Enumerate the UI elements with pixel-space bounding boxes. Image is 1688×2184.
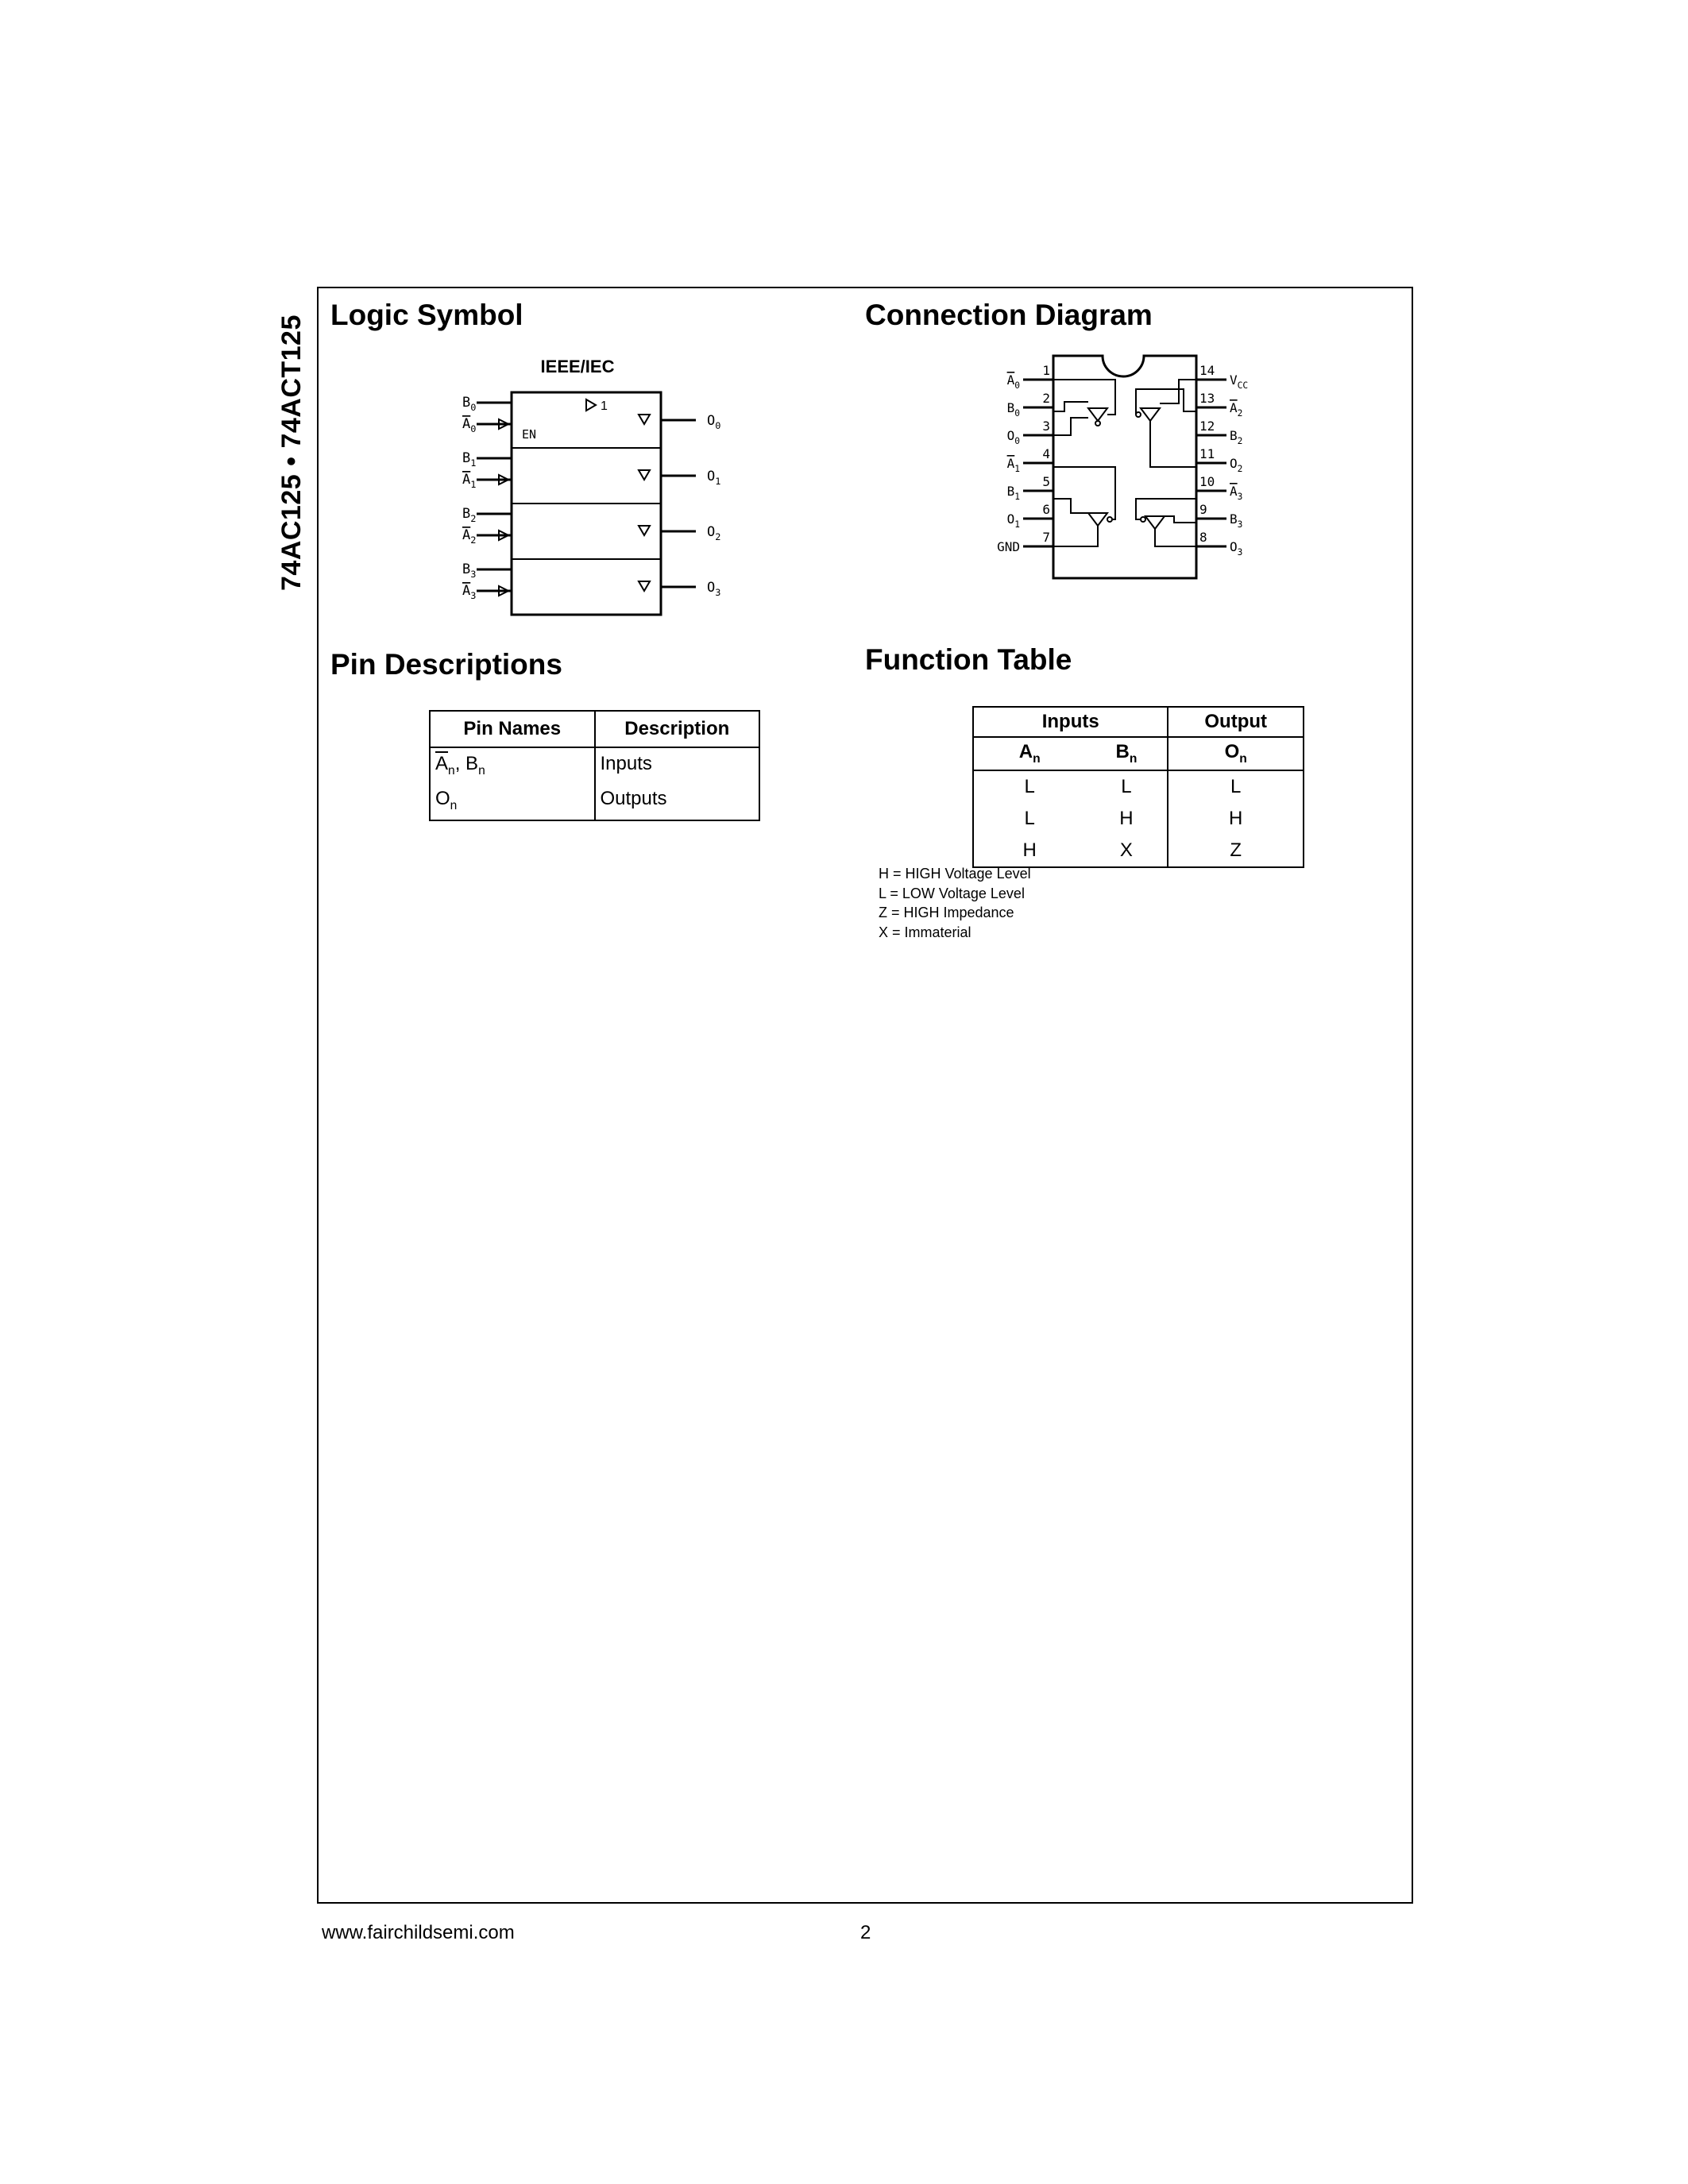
connection-pins bbox=[997, 363, 1248, 558]
page-number: 2 bbox=[860, 1922, 871, 1943]
pin-number: 11 bbox=[1199, 446, 1215, 461]
gate-icon bbox=[1088, 408, 1107, 421]
cell: X bbox=[1085, 835, 1168, 867]
pin-label: $A_3$ bbox=[1230, 484, 1243, 502]
table-row bbox=[430, 747, 759, 783]
pin-number: 7 bbox=[1042, 530, 1050, 545]
function-table-legend bbox=[879, 864, 1031, 942]
pin-number: 9 bbox=[1199, 502, 1207, 517]
cell: H bbox=[1229, 807, 1243, 829]
input-a-label: $A_0$ bbox=[462, 416, 477, 434]
pin-number: 12 bbox=[1199, 419, 1215, 434]
pin-name-cell: $O_n$ bbox=[430, 783, 595, 820]
pin-number: 14 bbox=[1199, 363, 1215, 378]
internal-gates bbox=[1053, 380, 1196, 546]
logic-rows bbox=[462, 395, 720, 601]
legend-item: H = HIGH Voltage Level bbox=[879, 866, 1031, 882]
pin-number: 6 bbox=[1042, 502, 1050, 517]
legend-item: L = LOW Voltage Level bbox=[879, 885, 1025, 901]
input-b-label: $B_0$ bbox=[462, 395, 477, 413]
pin-names-header: Pin Names bbox=[430, 711, 595, 747]
output-label: $O_0$ bbox=[707, 413, 721, 431]
input-a-label: $A_1$ bbox=[462, 472, 477, 490]
pin-label: $O_2$ bbox=[1230, 456, 1243, 474]
output-label: $O_3$ bbox=[707, 580, 721, 598]
input-b-label: $B_3$ bbox=[462, 561, 477, 580]
function-table-title: Function Table bbox=[865, 643, 1072, 676]
pin-number: 5 bbox=[1042, 474, 1050, 489]
cell: L bbox=[1024, 807, 1035, 829]
input-b-label: $B_2$ bbox=[462, 506, 477, 524]
pin-label: GND bbox=[997, 539, 1020, 554]
footer-url[interactable]: www.fairchildsemi.com bbox=[322, 1922, 515, 1943]
input-a-label: $A_3$ bbox=[462, 583, 477, 601]
legend-item: Z = HIGH Impedance bbox=[879, 905, 1014, 920]
pin-number: 2 bbox=[1042, 391, 1050, 406]
table-row bbox=[973, 770, 1304, 803]
enable-label: EN bbox=[522, 427, 537, 442]
pin-label: $B_0$ bbox=[1006, 400, 1020, 419]
pin-number: 4 bbox=[1042, 446, 1050, 461]
tristate-icon bbox=[639, 415, 650, 424]
logic-symbol-title: Logic Symbol bbox=[330, 299, 523, 331]
pin-number: 3 bbox=[1042, 419, 1050, 434]
inputs-group-header: Inputs bbox=[973, 707, 1168, 737]
tristate-icon bbox=[639, 526, 650, 535]
pin-number: 10 bbox=[1199, 474, 1215, 489]
cell: H bbox=[1085, 803, 1168, 835]
table-row bbox=[430, 783, 759, 820]
table-row bbox=[973, 803, 1304, 835]
pin-number: 13 bbox=[1199, 391, 1215, 406]
pin-label: $O_1$ bbox=[1006, 511, 1020, 530]
legend-item: X = Immaterial bbox=[879, 924, 971, 940]
cell: Z bbox=[1230, 839, 1242, 861]
pin-label: $O_3$ bbox=[1230, 539, 1243, 558]
gate-icon bbox=[1141, 408, 1160, 421]
cell: L bbox=[1230, 775, 1242, 797]
logic-symbol-diagram bbox=[445, 349, 747, 619]
tristate-icon bbox=[639, 581, 650, 591]
pin-descriptions-table bbox=[429, 710, 760, 821]
cell: L bbox=[1085, 770, 1168, 803]
col-header-bn: $B_n$ bbox=[1085, 737, 1168, 770]
input-b-label: $B_1$ bbox=[462, 450, 477, 469]
ieee-iec-label: IEEE/IEC bbox=[540, 357, 615, 376]
pin-label: $B_2$ bbox=[1230, 428, 1243, 446]
side-title: 74AC125 • 74ACT125 bbox=[276, 314, 307, 591]
tristate-icon bbox=[639, 470, 650, 480]
pin-number: 1 bbox=[1042, 363, 1050, 378]
col-header-an: $A_n$ bbox=[973, 737, 1085, 770]
pin-label: $V_{CC}$ bbox=[1230, 372, 1249, 391]
table-row bbox=[973, 835, 1304, 867]
input-a-label: $A_2$ bbox=[462, 527, 477, 546]
buffer-label: 1 bbox=[601, 399, 608, 413]
cell: L bbox=[1024, 775, 1035, 797]
output-label: $O_1$ bbox=[707, 469, 721, 487]
connection-diagram bbox=[977, 349, 1295, 588]
output-label: $O_2$ bbox=[707, 524, 721, 542]
cell: H bbox=[1022, 839, 1037, 861]
pin-descriptions-title: Pin Descriptions bbox=[330, 648, 562, 681]
connection-diagram-title: Connection Diagram bbox=[865, 299, 1153, 331]
function-table bbox=[972, 706, 1304, 868]
pin-label: $A_2$ bbox=[1230, 400, 1243, 419]
col-header-on: $O_n$ bbox=[1168, 737, 1304, 770]
buffer-symbol-icon bbox=[586, 399, 596, 411]
pin-label: $O_0$ bbox=[1006, 428, 1020, 446]
description-header: Description bbox=[595, 711, 760, 747]
pin-label: $B_3$ bbox=[1230, 511, 1243, 530]
gate-icon bbox=[1088, 513, 1107, 526]
pin-label: $A_1$ bbox=[1006, 456, 1020, 474]
output-group-header: Output bbox=[1168, 707, 1304, 737]
pin-name-cell: $\overline{A}_n$, $B_n$ bbox=[430, 747, 595, 783]
pin-number: 8 bbox=[1199, 530, 1207, 545]
pin-desc-cell: Outputs bbox=[595, 783, 760, 820]
pin-label: $B_1$ bbox=[1006, 484, 1020, 502]
gate-icon bbox=[1145, 516, 1165, 529]
pin-desc-cell: Inputs bbox=[595, 747, 760, 783]
pin-label: $A_0$ bbox=[1006, 372, 1020, 391]
